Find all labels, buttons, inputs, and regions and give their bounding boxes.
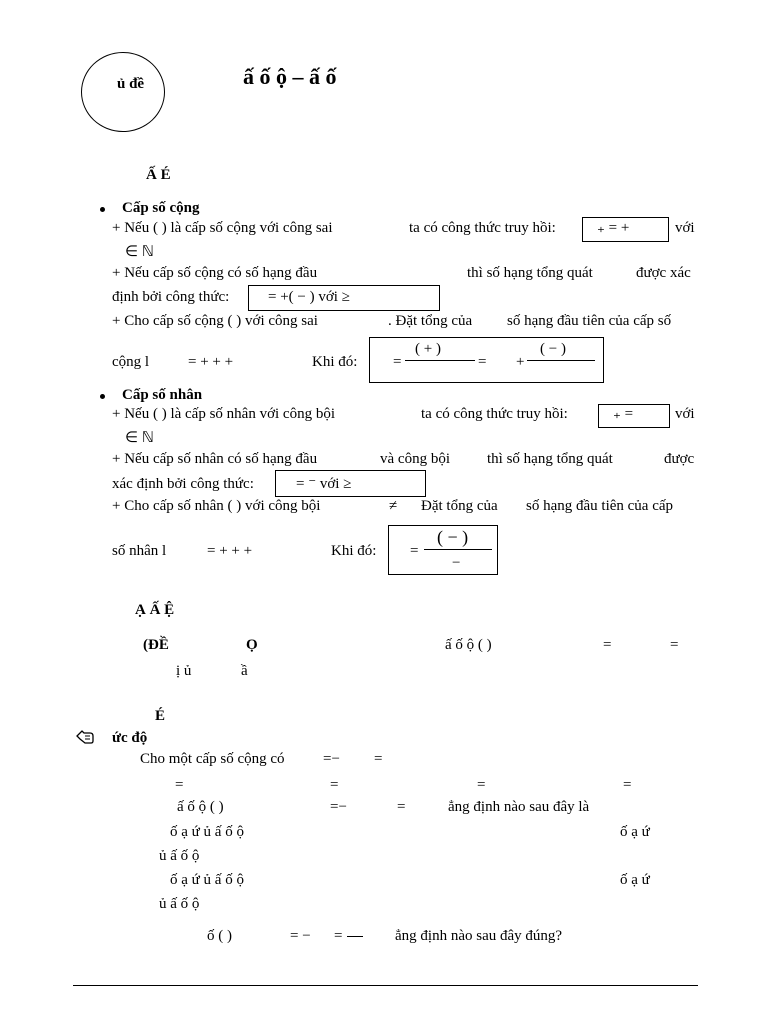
geom-line4d: số hạng đầu tiên của cấp bbox=[526, 498, 674, 514]
arith-line2: + Nếu cấp số cộng có số hạng đầu bbox=[112, 265, 318, 281]
arith-line5c: Khi đó: bbox=[312, 354, 358, 370]
exam-source-b: Ọ bbox=[246, 637, 258, 653]
question2-option-a[interactable]: ố ạ ứ ủ ấ ố ộ bbox=[170, 824, 244, 840]
question3-eq2: = bbox=[334, 928, 343, 944]
geom-line2: + Nếu cấp số nhân có số hạng đầu bbox=[112, 451, 318, 467]
question3-eq1: = − bbox=[290, 928, 311, 944]
page-title: ấ ố ộ – ấ ố bbox=[243, 64, 337, 89]
geom-line2c: thì số hạng tổng quát bbox=[487, 451, 613, 467]
arith-general-term-formula: = +( − ) với ≥ bbox=[268, 289, 350, 305]
geom-line4c: Đặt tổng của bbox=[421, 498, 498, 514]
arith-line5b: = + + + bbox=[188, 354, 234, 370]
geom-line1c: với bbox=[675, 406, 695, 422]
geom-sum-denominator: − bbox=[452, 555, 461, 571]
question2-option-b[interactable]: ố ạ ứ bbox=[620, 824, 650, 840]
geom-line5b: = + + + bbox=[207, 543, 253, 559]
arith-line2b: thì số hạng tổng quát bbox=[467, 265, 593, 281]
topic-circle-text: ủ đề bbox=[117, 76, 145, 92]
example-text3: ầ bbox=[241, 663, 248, 679]
question2-prompt: ẳng định nào sau đây là bbox=[448, 799, 590, 815]
level-label: ức độ bbox=[112, 730, 148, 746]
question2-option-c[interactable]: ố ạ ứ ủ ấ ố ộ bbox=[170, 872, 244, 888]
arith-line4: + Cho cấp số cộng ( ) với công sai bbox=[112, 313, 318, 329]
geom-line5c: Khi đó: bbox=[331, 543, 377, 559]
example-text: ấ ố ộ ( ) bbox=[445, 637, 492, 653]
geom-line2d: được bbox=[664, 451, 695, 467]
exam-source: (ĐỀ bbox=[143, 637, 169, 653]
arith-line4b: . Đặt tổng của bbox=[388, 313, 473, 329]
section2-heading: Ạ Ấ Ệ bbox=[135, 602, 175, 618]
geom-recurrence-box bbox=[598, 404, 670, 428]
arith-title: Cấp số cộng bbox=[122, 200, 200, 216]
question2-option-c2: ủ ấ ố ộ bbox=[159, 896, 200, 912]
bullet bbox=[100, 207, 105, 212]
geom-sum-numerator: ( − ) bbox=[437, 527, 469, 547]
geom-title: Cấp số nhân bbox=[122, 387, 203, 403]
geom-line4b: ≠ bbox=[389, 498, 398, 514]
geom-general-term-formula: = ⁻ với ≥ bbox=[296, 476, 352, 492]
arith-line1b: ta có công thức truy hồi: bbox=[409, 220, 556, 236]
question3-text: ố ( ) bbox=[207, 928, 232, 944]
arith-line2c: được xác bbox=[636, 265, 691, 281]
question1-option-b[interactable]: = bbox=[330, 777, 339, 793]
question2-option-d[interactable]: ố ạ ứ bbox=[620, 872, 650, 888]
arith-line4c: số hạng đầu tiên của cấp số bbox=[507, 313, 672, 329]
fraction-bar bbox=[405, 360, 475, 361]
question2-eq2: = bbox=[397, 799, 406, 815]
arith-sum-numerator2: ( − ) bbox=[540, 341, 566, 357]
geom-line2b: và công bội bbox=[380, 451, 450, 467]
question2-eq1: =− bbox=[330, 799, 347, 815]
fraction-bar bbox=[527, 360, 595, 361]
question1-eq2: = bbox=[374, 751, 383, 767]
example-eq2: = bbox=[670, 637, 679, 653]
geom-sum-eq: = bbox=[410, 543, 419, 559]
geom-line4: + Cho cấp số nhân ( ) với công bội bbox=[112, 498, 321, 514]
section1-heading: Ấ É bbox=[146, 167, 171, 183]
question1-text: Cho một cấp số cộng có bbox=[140, 751, 285, 767]
arith-sum-plus: + bbox=[516, 354, 525, 370]
bullet bbox=[100, 394, 105, 399]
question1-eq1: =− bbox=[323, 751, 340, 767]
question1-option-c[interactable]: = bbox=[477, 777, 486, 793]
arith-line1c: với bbox=[675, 220, 695, 236]
geom-line3: xác định bởi công thức: bbox=[112, 476, 254, 492]
example-text2: ị ủ bbox=[176, 663, 192, 679]
question3-prompt: ẳng định nào sau đây đúng? bbox=[395, 928, 563, 944]
arith-line1d: ∈ ℕ bbox=[125, 244, 154, 260]
example-eq1: = bbox=[603, 637, 612, 653]
fraction-bar bbox=[347, 936, 363, 937]
geom-line1b: ta có công thức truy hồi: bbox=[421, 406, 568, 422]
question1-option-d[interactable]: = bbox=[623, 777, 632, 793]
topic-circle bbox=[81, 52, 165, 132]
arith-sum-numerator1: ( + ) bbox=[415, 341, 441, 357]
arith-line1: + Nếu ( ) là cấp số cộng với công sai bbox=[112, 220, 333, 236]
geom-line1: + Nếu ( ) là cấp số nhân với công bội bbox=[112, 406, 336, 422]
arith-sum-eq2: = bbox=[478, 354, 487, 370]
arith-recurrence-formula: ₊ = + bbox=[597, 220, 630, 236]
question2-text: ấ ố ộ ( ) bbox=[177, 799, 224, 815]
geom-recurrence-formula: ₊ = bbox=[613, 406, 634, 422]
footer-divider bbox=[73, 985, 698, 986]
geom-line5: số nhân l bbox=[112, 543, 167, 559]
pointing-hand-icon bbox=[76, 729, 94, 745]
section3-heading: É bbox=[155, 708, 166, 724]
arith-sum-eq1: = bbox=[393, 354, 402, 370]
arith-line3: định bởi công thức: bbox=[112, 289, 230, 305]
question2-option-a2: ủ ấ ố ộ bbox=[159, 848, 200, 864]
geom-line1d: ∈ ℕ bbox=[125, 430, 154, 446]
fraction-bar bbox=[424, 549, 492, 550]
arith-line5: cộng l bbox=[112, 354, 150, 370]
question1-option-a[interactable]: = bbox=[175, 777, 184, 793]
